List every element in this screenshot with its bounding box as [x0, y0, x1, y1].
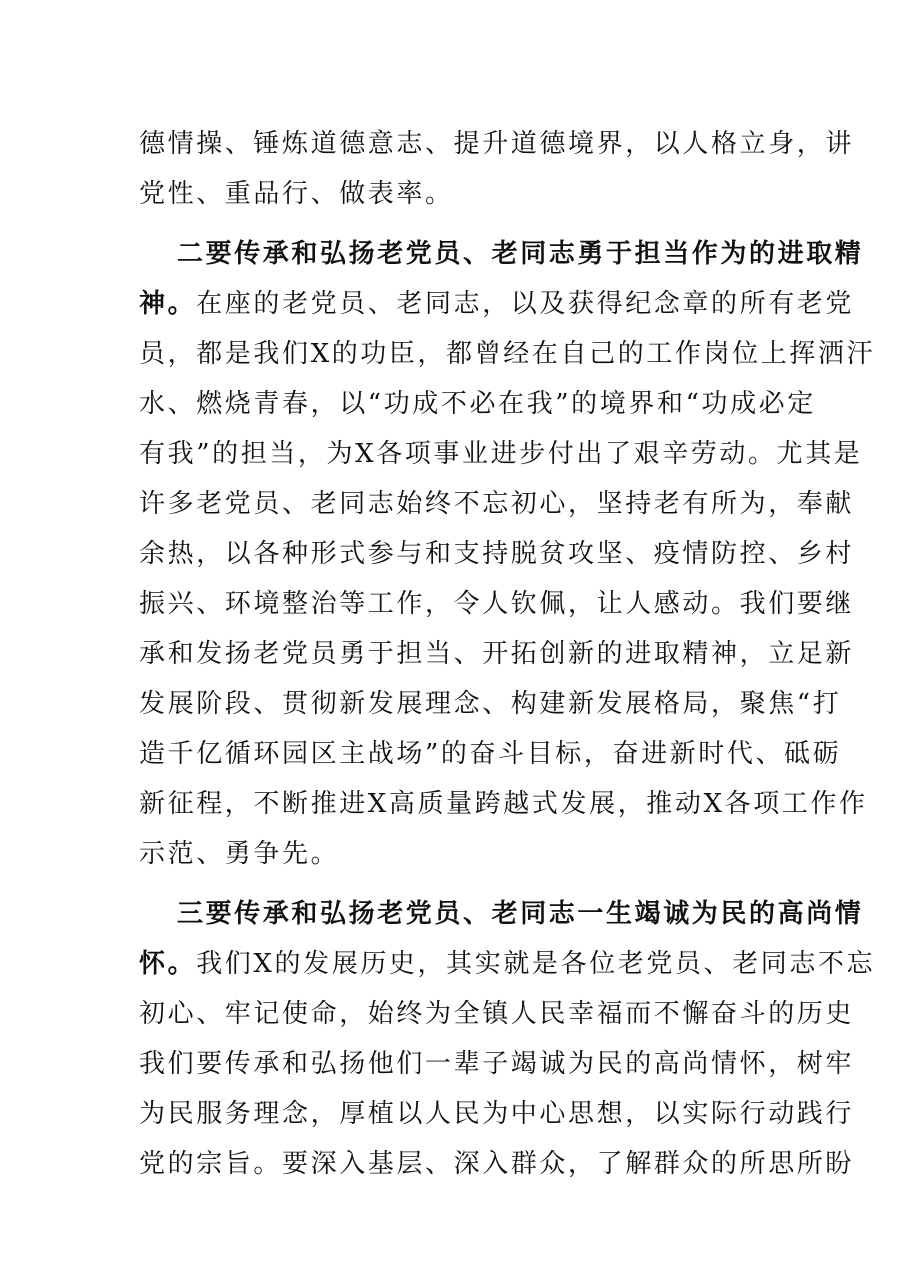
paragraph-1-line-2: 党性、重品行、做表率。 — [139, 179, 454, 209]
paragraph-2-line-4: 水、燃烧青春，以“功成不必在我”的境界和“功成必定 — [139, 389, 816, 419]
paragraph-2-line-11: 造千亿循环园区主战场”的奋斗目标，奋进新时代、砥砺 — [139, 739, 842, 769]
paragraph-3-line-2-text: 我们X的发展历史，其实就是各位老党员、老同志不忘 — [196, 949, 876, 979]
paragraph-3-heading-line-1: 三要传承和弘扬老党员、老同志一生竭诚为民的高尚情 — [177, 899, 864, 929]
paragraph-2-line-12: 新征程，不断推进X高质量跨越式发展，推动X各项工作作 — [139, 789, 868, 819]
paragraph-3-heading-end: 怀。 — [139, 949, 197, 979]
paragraph-3-line-6: 党的宗旨。要深入基层、深入群众，了解群众的所思所盼 — [139, 1149, 855, 1179]
paragraph-3-line-4: 我们要传承和弘扬他们一辈子竭诚为民的高尚情怀，树牢 — [139, 1049, 855, 1079]
paragraph-2-line-2-text: 在座的老党员、老同志，以及获得纪念章的所有老党 — [196, 289, 855, 319]
paragraph-2-line-8: 振兴、环境整治等工作，令人钦佩，让人感动。我们要继 — [139, 589, 855, 619]
paragraph-2-line-7: 余热，以各种形式参与和支持脱贫攻坚、疫情防控、乡村 — [139, 539, 855, 569]
paragraph-2-line-10: 发展阶段、贯彻新发展理念、构建新发展格局，聚焦“打 — [139, 689, 842, 719]
paragraph-2-line-6: 许多老党员、老同志始终不忘初心，坚持老有所为，奉献 — [139, 489, 855, 519]
paragraph-2-heading-end: 神。 — [139, 289, 197, 319]
paragraph-2-line-13: 示范、勇争先。 — [139, 839, 340, 869]
paragraph-3-line-2 — [139, 941, 876, 987]
paragraph-3-line-5: 为民服务理念，厚植以人民为中心思想，以实际行动践行 — [139, 1099, 855, 1129]
paragraph-2-line-3: 员，都是我们X的功臣，都曾经在自己的工作岗位上挥洒汗 — [139, 339, 876, 369]
paragraph-2-line-9: 承和发扬老党员勇于担当、开拓创新的进取精神，立足新 — [139, 639, 855, 669]
paragraph-2-line-5: 有我”的担当，为X各项事业进步付出了艰辛劳动。尤其是 — [139, 439, 863, 469]
paragraph-1-line-1: 德情操、锤炼道德意志、提升道德境界，以人格立身，讲 — [139, 129, 855, 159]
paragraph-2-line-2 — [139, 281, 855, 327]
paragraph-3-line-3: 初心、牢记使命，始终为全镇人民幸福而不懈奋斗的历史 — [139, 999, 855, 1029]
paragraph-2-heading-line-1: 二要传承和弘扬老党员、老同志勇于担当作为的进取精 — [177, 239, 864, 269]
